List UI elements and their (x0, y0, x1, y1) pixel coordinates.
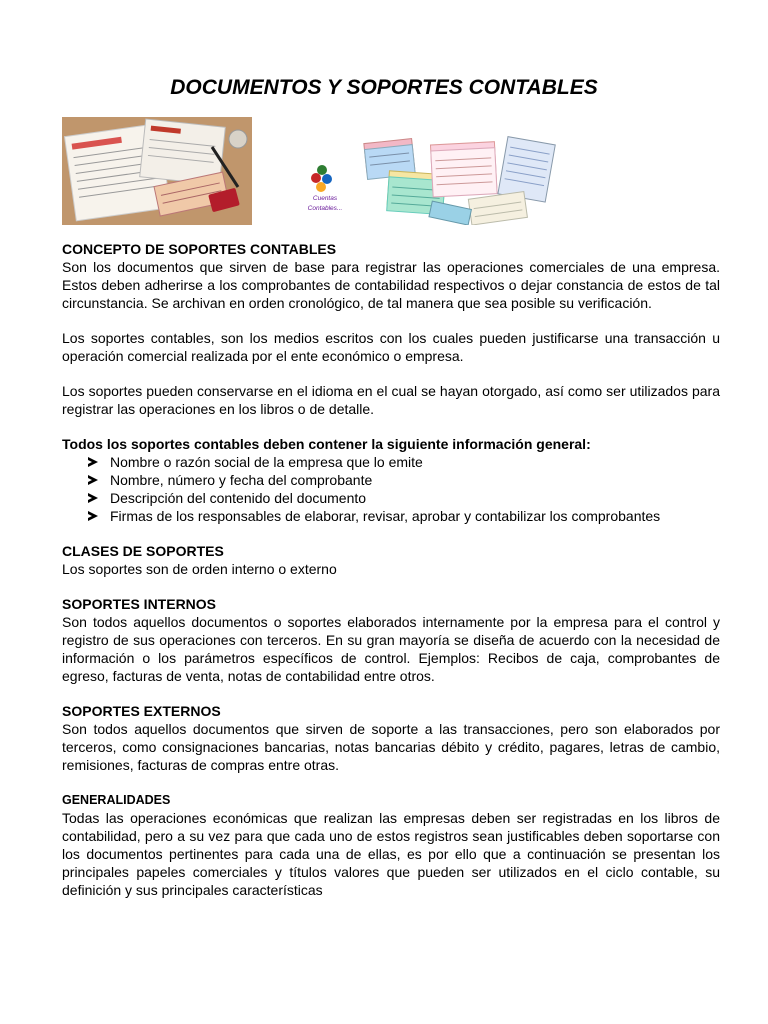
list-item: Descripción del contenido del documento (88, 489, 720, 507)
heading-externos: SOPORTES EXTERNOS (62, 703, 221, 719)
info-general-lead: Todos los soportes contables deben contener la siguiente información general: (62, 436, 591, 452)
svg-text:Contables...: Contables... (307, 205, 343, 212)
page-title: DOCUMENTOS Y SOPORTES CONTABLES (170, 76, 598, 99)
cuentas-contables-logo (300, 160, 350, 216)
paragraph-generalidades: Todas las operaciones económicas que realizan las empresas deben ser registradas en los libros de contabilidad, pero a su vez para que cada uno de estos registros sean justificables deben soportarse con los documentos pertinentes para cada una de ellas, es por ello que a continuación se presentan los principales papeles comerciales y títulos valores que pueden ser utilizados en el ciclo contable, su definición y sus principales características (62, 810, 720, 898)
paragraph-concepto-2: Los soportes contables, son los medios escritos con los cuales pueden justificarse una transacción u operación comercial realizada por el ente económico o empresa. (62, 330, 720, 364)
paragraph-concepto-3: Los soportes pueden conservarse en el idioma en el cual se hayan otorgado, así como ser utilizados para registrar las operaciones en los libros o de detalle. (62, 383, 720, 417)
arrow-bullet-icon (88, 475, 98, 485)
arrow-bullet-icon (88, 511, 98, 521)
forms-stack-photo (360, 133, 570, 225)
info-general-list (62, 453, 720, 525)
heading-generalidades: GENERALIDADES (62, 793, 171, 807)
document-body (62, 240, 720, 899)
paragraph-concepto-1: Son los documentos que sirven de base para registrar las operaciones comerciales de una empresa. Estos deben adherirse a los comprobantes de contabilidad respectivos o dejar constancia de estos de tal circunstancia. Se archivan en orden cronológico, de tal manera que sea posible su verificación. (62, 259, 720, 311)
heading-internos: SOPORTES INTERNOS (62, 596, 217, 612)
list-item: Firmas de los responsables de elaborar, revisar, aprobar y contabilizar los comprobantes (88, 507, 720, 525)
list-item: Nombre o razón social de la empresa que lo emite (88, 453, 720, 471)
svg-text:Cuentas: Cuentas (312, 195, 338, 202)
heading-clases: CLASES DE SOPORTES (62, 543, 224, 559)
heading-concepto: CONCEPTO DE SOPORTES CONTABLES (62, 241, 337, 257)
paragraph-internos: Son todos aquellos documentos o soportes elaborados internamente por la empresa para el control y registro de sus operaciones con terceros. En su gran mayoría se diseña de acuerdo con la necesidad de información o los parámetros específicos de control. Ejemplos: Recibos de caja, comprobantes de egreso, facturas de venta, notas de contabilidad entre otros. (62, 614, 720, 684)
arrow-bullet-icon (88, 493, 98, 503)
arrow-bullet-icon (88, 457, 98, 467)
list-item: Nombre, número y fecha del comprobante (88, 471, 720, 489)
paragraph-externos: Son todos aquellos documentos que sirven de soporte a las transacciones, pero son elaborados por terceros, como consignaciones bancarias, notas bancarias débito y crédito, pagares, letras de cambio, remisiones, facturas de compras entre otras. (62, 721, 720, 773)
paragraph-clases: Los soportes son de orden interno o externo (62, 561, 337, 577)
accounting-documents-photo (62, 117, 252, 225)
